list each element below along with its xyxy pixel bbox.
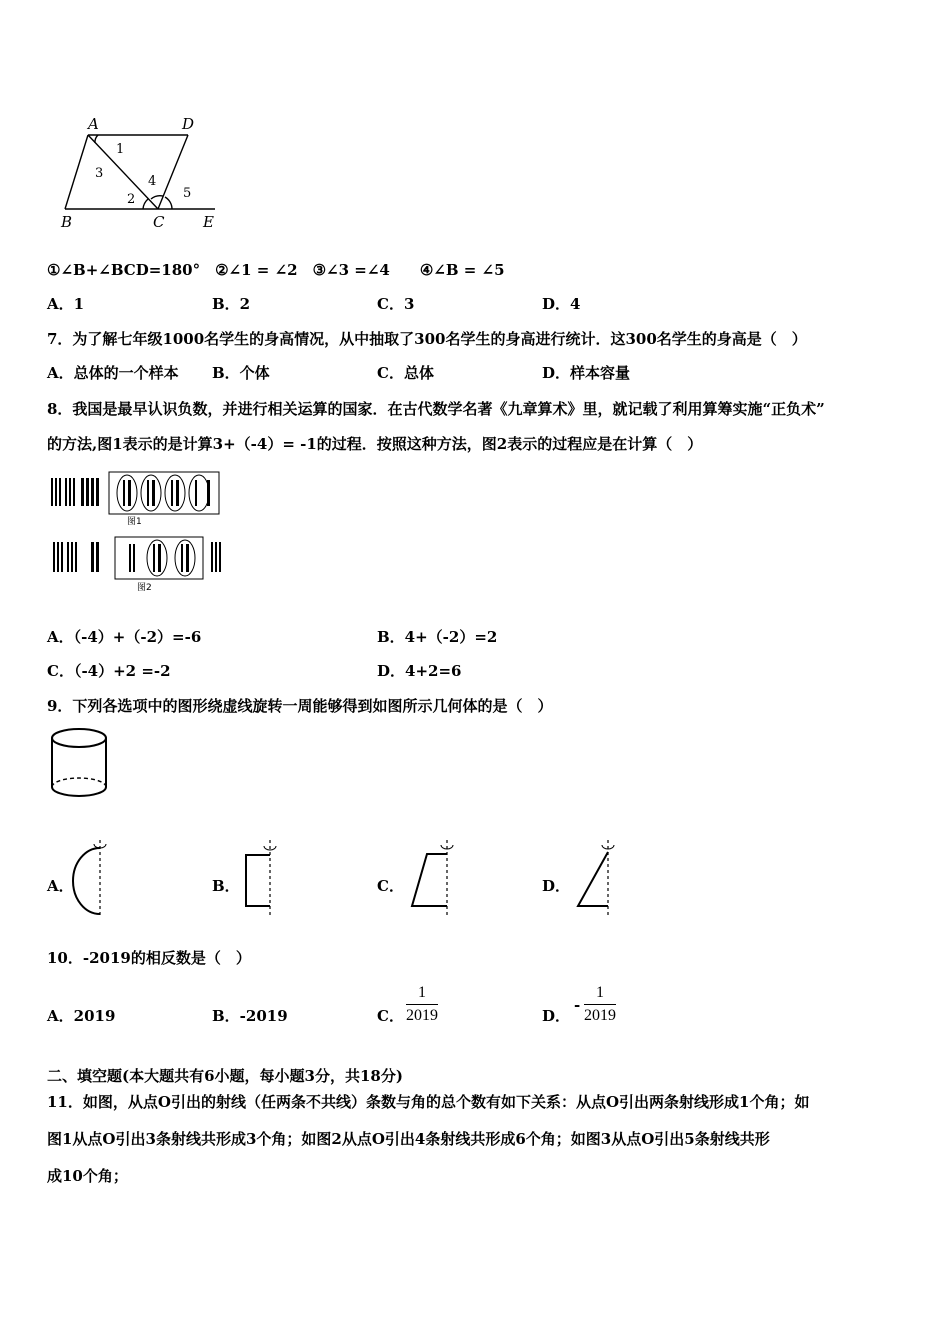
fig1-caption: 图1 xyxy=(127,517,142,527)
q11-line3: 成10个角； xyxy=(47,1167,128,1185)
parallelogram-figure xyxy=(55,115,225,235)
q7-option-c[interactable]: C．总体 xyxy=(377,364,434,382)
q6-option-b[interactable]: B．2 xyxy=(212,295,251,313)
q8-option-d[interactable]: D．4+2=6 xyxy=(377,662,462,680)
fraction-numerator: 1 xyxy=(584,984,616,1005)
section-2-heading: 二、填空题(本大题共有6小题，每小题3分，共18分) xyxy=(47,1067,403,1085)
q8-stem-line1: 8．我国是最早认识负数，并进行相关运算的国家．在古代数学名著《九章算术》里，就记载了利用算筹实施“正负术” xyxy=(47,400,825,418)
q10-option-c[interactable]: C． xyxy=(377,1007,404,1025)
q9-option-a-shape[interactable] xyxy=(70,838,120,918)
angle-1-label: 1 xyxy=(116,142,125,157)
angle-2-label: 2 xyxy=(127,192,136,207)
counting-rods-figure-1 xyxy=(47,470,222,528)
negative-sign: - xyxy=(574,996,581,1014)
q9-option-d-shape[interactable] xyxy=(570,836,625,918)
label-E: E xyxy=(203,213,214,231)
q8-option-b[interactable]: B．4+（-2）=2 xyxy=(377,628,498,646)
q8-option-a[interactable]: A．（-4）+（-2）=-6 xyxy=(47,628,202,646)
q9-option-c-shape[interactable] xyxy=(402,836,462,916)
label-B: B xyxy=(61,213,73,231)
q10-option-d[interactable]: D． xyxy=(542,1007,571,1025)
label-A: A xyxy=(88,115,99,133)
q10-stem: 10．-2019的相反数是（ ） xyxy=(47,949,251,967)
fraction-numerator: 1 xyxy=(406,984,438,1005)
fig2-caption: 图2 xyxy=(137,583,152,593)
counting-rods-figure-2 xyxy=(47,534,232,594)
label-D: D xyxy=(182,115,195,133)
q6-option-c[interactable]: C．3 xyxy=(377,295,415,313)
q9-stem: 9．下列各选项中的图形绕虚线旋转一周能够得到如图所示几何体的是（ ） xyxy=(47,697,553,715)
q9-option-a[interactable]: A． xyxy=(47,877,74,895)
q6-option-a[interactable]: A．1 xyxy=(47,295,85,313)
q7-option-d[interactable]: D．样本容量 xyxy=(542,364,631,382)
q7-option-b[interactable]: B．个体 xyxy=(212,364,270,382)
cylinder-figure xyxy=(48,725,112,801)
q10-option-d-fraction xyxy=(584,984,616,1025)
q8-stem-line2: 的方法,图1表示的是计算3+（-4）= -1的过程．按照这种方法，图2表示的过程应是在计算（ ） xyxy=(47,435,703,453)
q9-option-b-shape[interactable] xyxy=(238,838,288,918)
q9-option-c[interactable]: C． xyxy=(377,877,404,895)
q6-option-d[interactable]: D．4 xyxy=(542,295,581,313)
q10-option-c-fraction xyxy=(406,984,438,1025)
q11-line2: 图1从点O引出3条射线共形成3个角；如图2从点O引出4条射线共形成6个角；如图3从点O引出5条射线共形 xyxy=(47,1130,770,1148)
q9-option-b[interactable]: B． xyxy=(212,877,240,895)
angle-3-label: 3 xyxy=(95,166,104,181)
q10-option-b[interactable]: B．-2019 xyxy=(212,1007,288,1025)
angle-4-label: 4 xyxy=(148,174,157,189)
q7-option-a[interactable]: A．总体的一个样本 xyxy=(47,364,179,382)
q6-statements: ①∠B+∠BCD=180° ②∠1 = ∠2 ③∠3 =∠4 ④∠B = ∠5 xyxy=(47,261,505,279)
q7-stem: 7．为了解七年级1000名学生的身高情况，从中抽取了300名学生的身高进行统计．这300名学生的身高是（ ） xyxy=(47,330,807,348)
q9-option-d[interactable]: D． xyxy=(542,877,571,895)
fraction-denominator: 2019 xyxy=(584,1007,616,1024)
q8-option-c[interactable]: C．（-4）+2 =-2 xyxy=(47,662,171,680)
q10-option-a[interactable]: A．2019 xyxy=(47,1007,116,1025)
label-C: C xyxy=(153,213,165,231)
angle-5-label: 5 xyxy=(183,186,192,201)
q11-line1: 11．如图，从点O引出的射线（任两条不共线）条数与角的总个数有如下关系：从点O引出两条射线形成1个角；如 xyxy=(47,1093,810,1111)
fraction-denominator: 2019 xyxy=(406,1007,438,1024)
